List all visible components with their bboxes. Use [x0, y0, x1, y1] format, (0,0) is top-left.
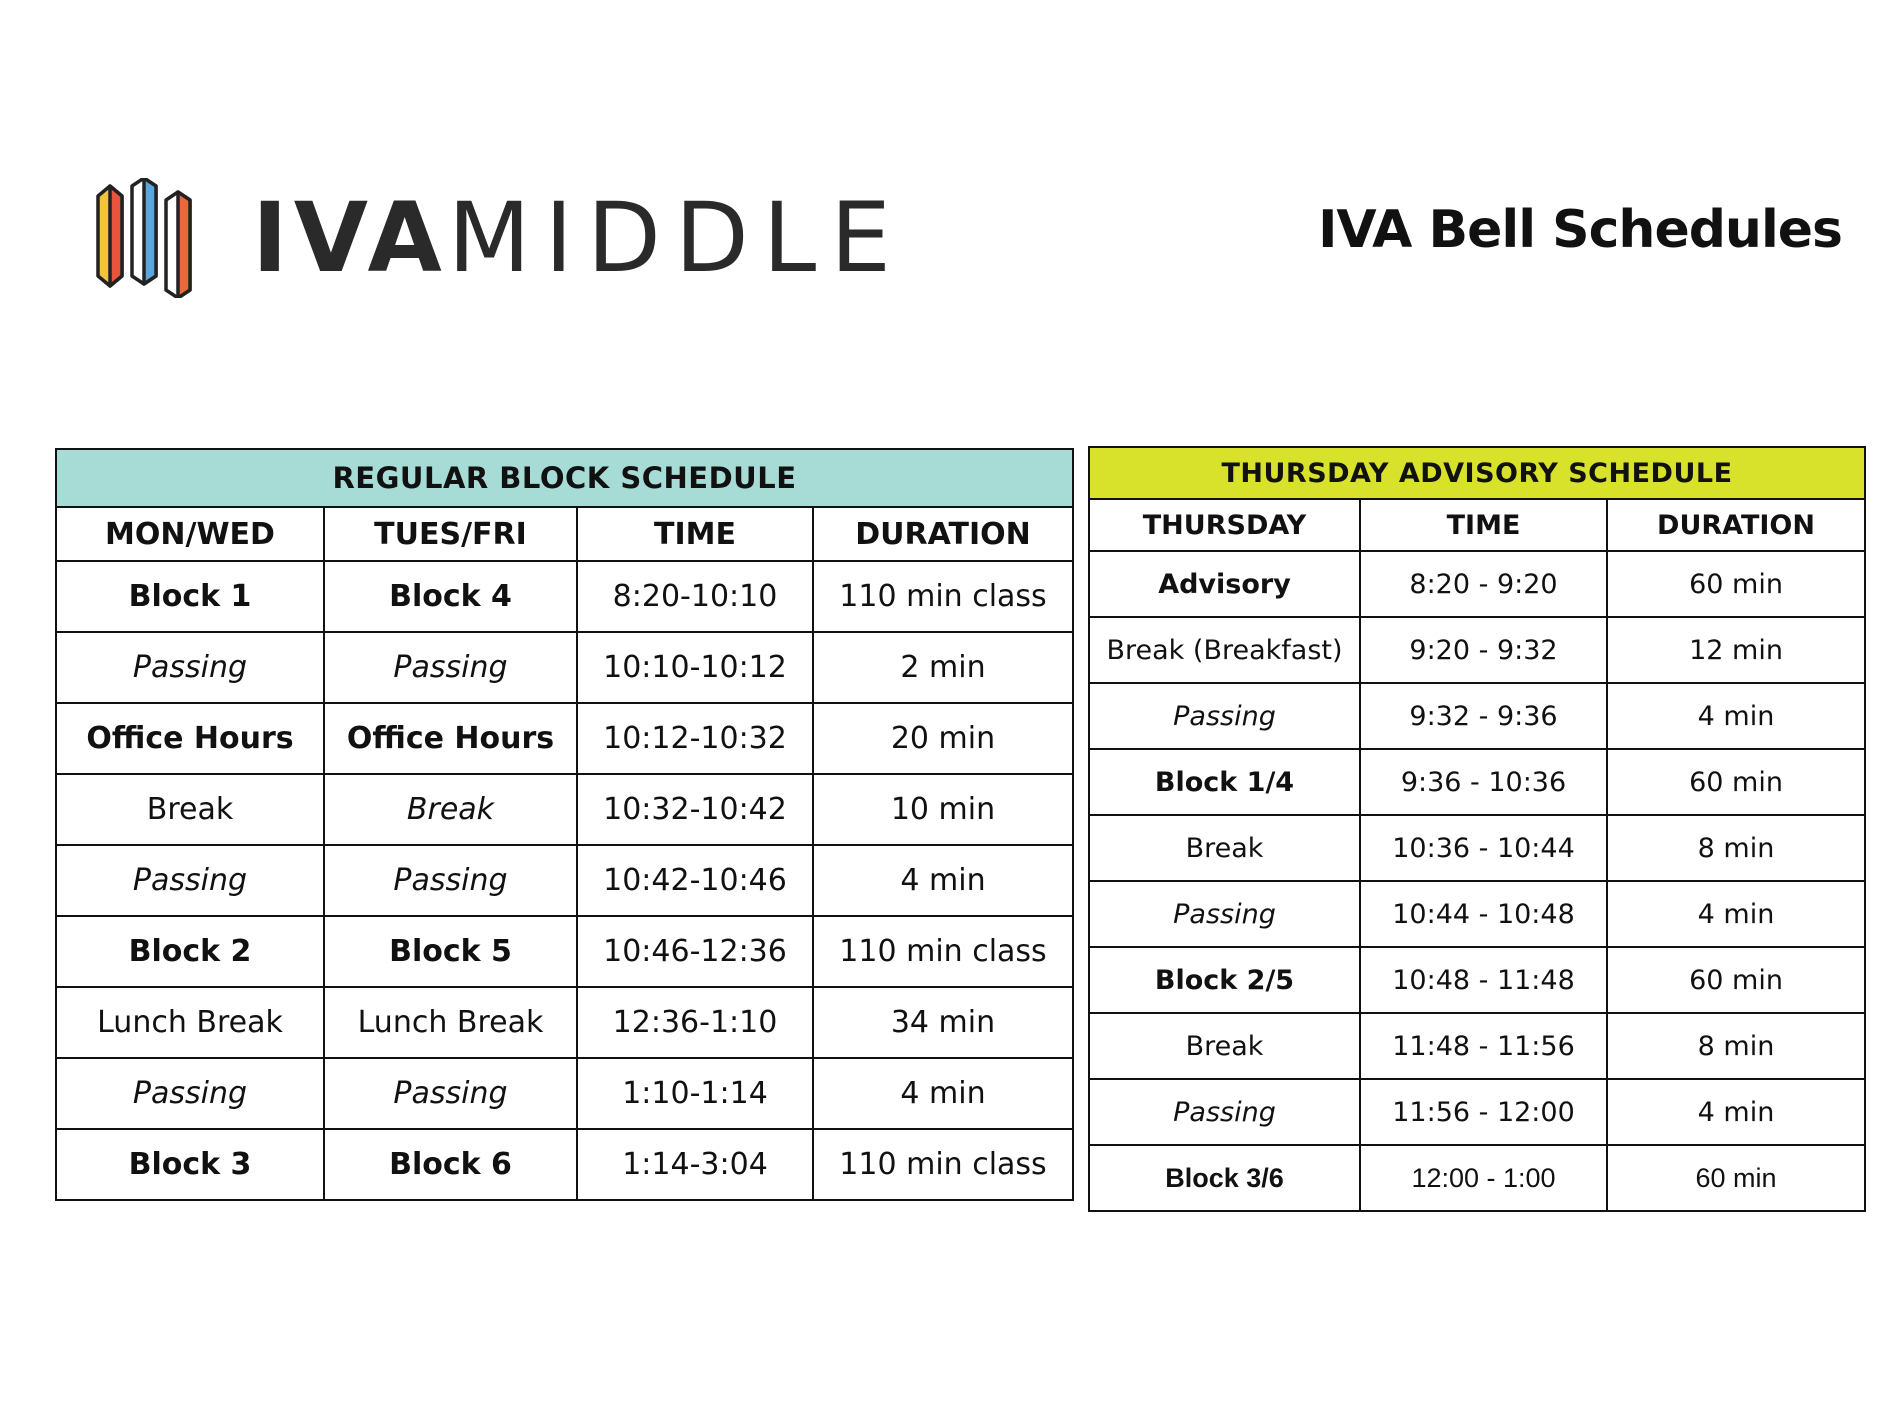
- table-row: [1089, 551, 1865, 617]
- table-row: [1089, 617, 1865, 683]
- table-row: [56, 561, 1073, 632]
- period-cell: Break: [324, 774, 577, 845]
- time-cell: 11:56 - 12:00: [1360, 1079, 1607, 1145]
- period-cell: Passing: [324, 845, 577, 916]
- time-cell: 1:14-3:04: [577, 1129, 813, 1200]
- time-cell: 8:20 - 9:20: [1360, 551, 1607, 617]
- time-cell: 10:48 - 11:48: [1360, 947, 1607, 1013]
- period-cell: Break: [56, 774, 324, 845]
- time-cell: 10:44 - 10:48: [1360, 881, 1607, 947]
- table-row: [1089, 815, 1865, 881]
- duration-cell: 60 min: [1607, 749, 1865, 815]
- table-row: [1089, 749, 1865, 815]
- thursday-schedule-table: [1088, 446, 1866, 1212]
- table-row: [56, 987, 1073, 1058]
- duration-cell: 4 min: [813, 845, 1073, 916]
- time-cell: 12:36-1:10: [577, 987, 813, 1058]
- time-cell: 10:10-10:12: [577, 632, 813, 703]
- table-row: [56, 1058, 1073, 1129]
- time-cell: 9:32 - 9:36: [1360, 683, 1607, 749]
- table-row: [56, 632, 1073, 703]
- table-row: [56, 845, 1073, 916]
- duration-cell: 8 min: [1607, 1013, 1865, 1079]
- column-header: DURATION: [813, 507, 1073, 561]
- thursday-schedule-title: THURSDAY ADVISORY SCHEDULE: [1089, 447, 1865, 499]
- school-logo: [94, 178, 905, 298]
- table-row: [56, 703, 1073, 774]
- duration-cell: 4 min: [813, 1058, 1073, 1129]
- column-header: TIME: [577, 507, 813, 561]
- period-cell: Passing: [324, 1058, 577, 1129]
- period-cell: Block 4: [324, 561, 577, 632]
- duration-cell: 4 min: [1607, 1079, 1865, 1145]
- time-cell: 9:20 - 9:32: [1360, 617, 1607, 683]
- period-cell: Passing: [1089, 683, 1360, 749]
- period-cell: Break: [1089, 815, 1360, 881]
- duration-cell: 60 min: [1607, 947, 1865, 1013]
- period-cell: Lunch Break: [324, 987, 577, 1058]
- period-cell: Block 6: [324, 1129, 577, 1200]
- column-header: DURATION: [1607, 499, 1865, 551]
- time-cell: 12:00 - 1:00: [1360, 1145, 1607, 1211]
- logo-wordmark: [252, 182, 905, 294]
- period-cell: Passing: [324, 632, 577, 703]
- duration-cell: 110 min class: [813, 916, 1073, 987]
- period-cell: Break (Breakfast): [1089, 617, 1360, 683]
- period-cell: Lunch Break: [56, 987, 324, 1058]
- duration-cell: 34 min: [813, 987, 1073, 1058]
- duration-cell: 10 min: [813, 774, 1073, 845]
- logo-light-text: MIDDLE: [447, 182, 905, 294]
- period-cell: Block 3/6: [1089, 1145, 1360, 1211]
- table-row: [1089, 947, 1865, 1013]
- time-cell: 11:48 - 11:56: [1360, 1013, 1607, 1079]
- regular-schedule-title: REGULAR BLOCK SCHEDULE: [56, 449, 1073, 507]
- table-row: [1089, 1145, 1865, 1211]
- period-cell: Advisory: [1089, 551, 1360, 617]
- table-row: [1089, 1079, 1865, 1145]
- period-cell: Block 2: [56, 916, 324, 987]
- period-cell: Break: [1089, 1013, 1360, 1079]
- table-row: [1089, 881, 1865, 947]
- duration-cell: 110 min class: [813, 1129, 1073, 1200]
- table-row: [1089, 1013, 1865, 1079]
- period-cell: Block 5: [324, 916, 577, 987]
- table-row: [56, 1129, 1073, 1200]
- time-cell: 10:42-10:46: [577, 845, 813, 916]
- period-cell: Passing: [56, 632, 324, 703]
- table-row: [1089, 683, 1865, 749]
- period-cell: Passing: [1089, 1079, 1360, 1145]
- period-cell: Block 1/4: [1089, 749, 1360, 815]
- duration-cell: 20 min: [813, 703, 1073, 774]
- time-cell: 1:10-1:14: [577, 1058, 813, 1129]
- logo-bold-text: IVA: [252, 182, 448, 294]
- page-title: IVA Bell Schedules: [1318, 200, 1842, 260]
- duration-cell: 60 min: [1607, 1145, 1865, 1211]
- period-cell: Passing: [56, 845, 324, 916]
- period-cell: Passing: [56, 1058, 324, 1129]
- time-cell: 10:46-12:36: [577, 916, 813, 987]
- table-row: [56, 774, 1073, 845]
- time-cell: 10:36 - 10:44: [1360, 815, 1607, 881]
- time-cell: 10:12-10:32: [577, 703, 813, 774]
- duration-cell: 60 min: [1607, 551, 1865, 617]
- duration-cell: 4 min: [1607, 683, 1865, 749]
- duration-cell: 4 min: [1607, 881, 1865, 947]
- period-cell: Office Hours: [324, 703, 577, 774]
- duration-cell: 8 min: [1607, 815, 1865, 881]
- period-cell: Office Hours: [56, 703, 324, 774]
- time-cell: 10:32-10:42: [577, 774, 813, 845]
- period-cell: Passing: [1089, 881, 1360, 947]
- book-stack-icon: [94, 178, 212, 298]
- regular-schedule-table: [55, 448, 1074, 1201]
- period-cell: Block 3: [56, 1129, 324, 1200]
- column-header: TIME: [1360, 499, 1607, 551]
- time-cell: 9:36 - 10:36: [1360, 749, 1607, 815]
- duration-cell: 110 min class: [813, 561, 1073, 632]
- column-header: THURSDAY: [1089, 499, 1360, 551]
- column-header: MON/WED: [56, 507, 324, 561]
- duration-cell: 2 min: [813, 632, 1073, 703]
- duration-cell: 12 min: [1607, 617, 1865, 683]
- period-cell: Block 2/5: [1089, 947, 1360, 1013]
- period-cell: Block 1: [56, 561, 324, 632]
- column-header: TUES/FRI: [324, 507, 577, 561]
- time-cell: 8:20-10:10: [577, 561, 813, 632]
- table-row: [56, 916, 1073, 987]
